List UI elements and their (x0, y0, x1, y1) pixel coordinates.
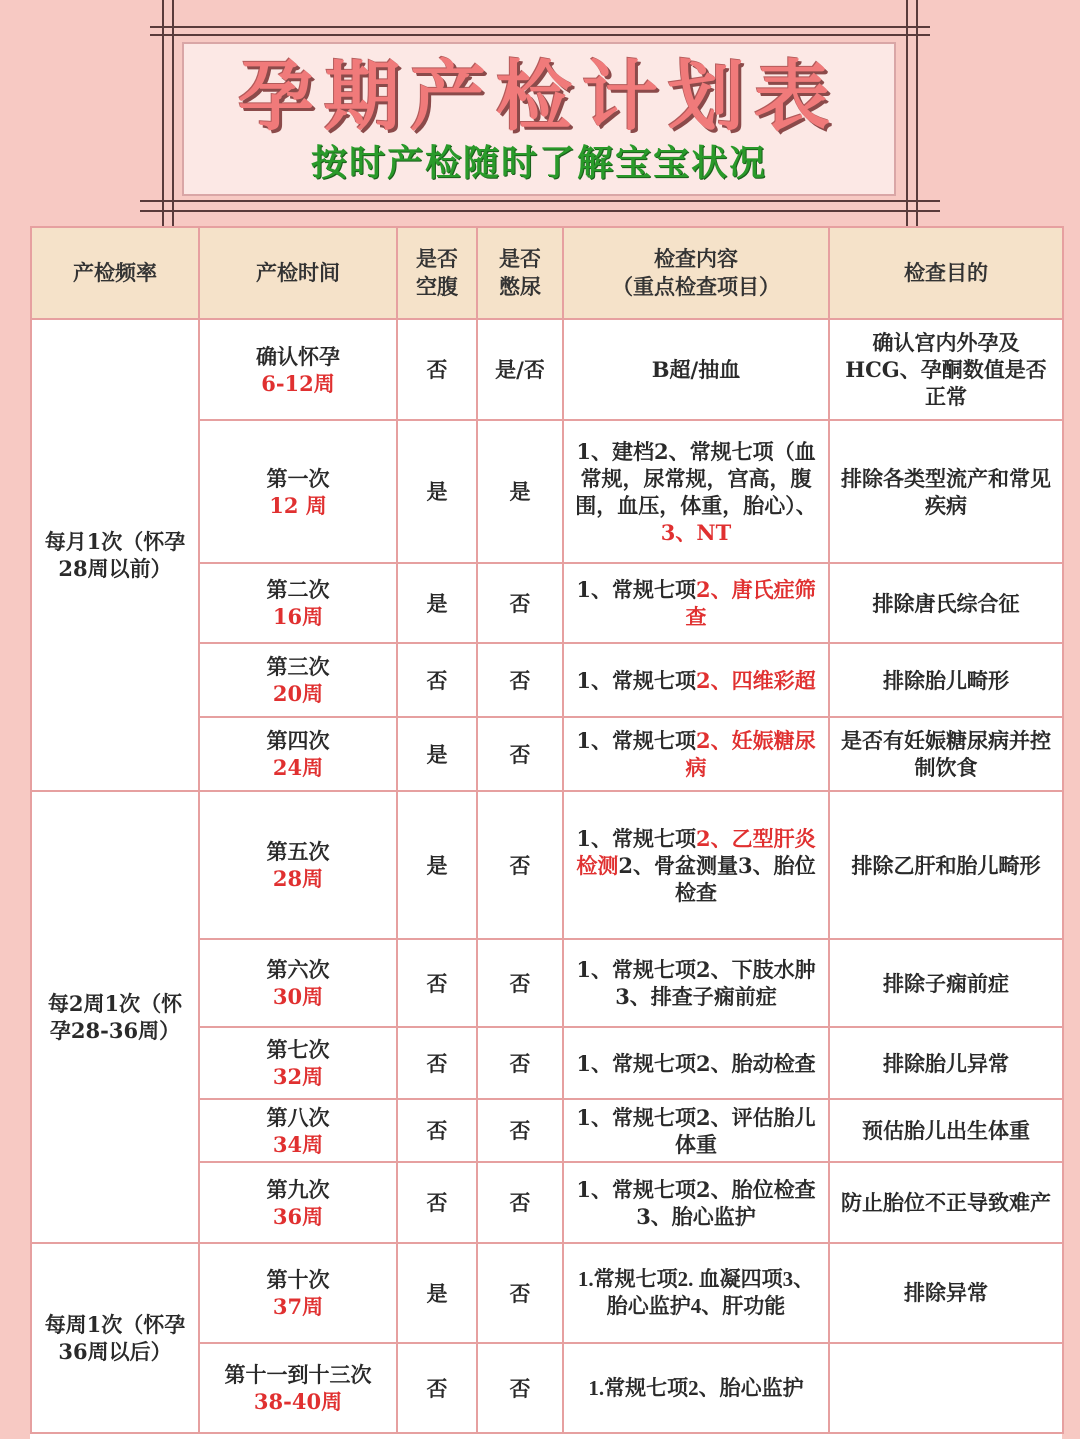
time-cell (199, 1027, 397, 1099)
content-cell (563, 319, 829, 420)
purpose-cell: 排除异常 (829, 1243, 1063, 1343)
header-fasting-line1: 是否 (416, 246, 458, 271)
purpose-cell: 排除各类型流产和常见疾病 (829, 420, 1063, 563)
content-cell (563, 1243, 829, 1343)
bladder-cell: 否 (477, 791, 563, 939)
purpose-cell: 预估胎儿出生体重 (829, 1099, 1063, 1162)
content-cell (563, 939, 829, 1027)
table-row (31, 791, 1063, 939)
header-bladder-line2: 憋尿 (499, 274, 541, 299)
header-bladder (477, 227, 563, 319)
bladder-cell: 否 (477, 1027, 563, 1099)
visit-week: 32周 (272, 1064, 324, 1089)
bladder-cell: 是 (477, 420, 563, 563)
fasting-cell: 是 (397, 791, 477, 939)
content-text-tail: 2、骨盆测量3、胎位检查 (618, 852, 816, 905)
checkup-table-container (30, 226, 1062, 1439)
time-cell (199, 420, 397, 563)
content-text: 1、常规七项 (576, 728, 696, 753)
content-text: 1、常规七项 (576, 825, 696, 851)
content-highlight: 2、妊娠糖尿病 (685, 728, 816, 780)
visit-label: 第十一到十三次 (224, 1362, 372, 1387)
content-cell (563, 1099, 829, 1162)
frame-line (150, 26, 930, 28)
content-text: 1、建档2、常规七项（血常规，尿常规，宫高，腹围，血压，体重，胎心）、 (575, 438, 817, 518)
content-highlight: 2、四维彩超 (696, 667, 816, 693)
content-cell (563, 1027, 829, 1099)
visit-week: 24周 (272, 755, 324, 780)
frequency-label: 每2周1次（怀孕28-36周） (47, 991, 183, 1043)
visit-label: 第八次 (266, 1104, 330, 1130)
frame-line (150, 34, 930, 36)
header-content-line2: （重点检查项目） (612, 274, 780, 299)
table-header-row (31, 227, 1063, 319)
time-cell (199, 1243, 397, 1343)
fasting-cell: 否 (397, 1343, 477, 1433)
bladder-cell: 否 (477, 1099, 563, 1162)
visit-label: 第一次 (266, 465, 330, 491)
fasting-cell: 是 (397, 717, 477, 791)
purpose-cell: 排除唐氏综合征 (829, 563, 1063, 643)
table-row (31, 319, 1063, 420)
visit-label: 第七次 (266, 1037, 330, 1062)
visit-label: 第五次 (266, 839, 330, 864)
content-highlight: 2、唐氏症筛查 (685, 577, 816, 629)
purpose-cell: 防止胎位不正导致难产 (829, 1162, 1063, 1243)
time-cell (199, 1099, 397, 1162)
content-text: 1、常规七项2、下肢水肿3、排查子痫前症 (576, 957, 816, 1009)
bladder-cell: 是/否 (477, 319, 563, 420)
header-bladder-line1: 是否 (499, 246, 541, 271)
content-highlight: 2、乙型肝炎检测 (576, 825, 816, 878)
visit-label: 第九次 (266, 1176, 330, 1202)
purpose-cell (829, 1343, 1063, 1433)
purpose-cell: 排除胎儿畸形 (829, 643, 1063, 717)
visit-week: 28周 (272, 866, 324, 891)
bladder-cell: 否 (477, 563, 563, 643)
header-purpose: 检查目的 (829, 227, 1063, 319)
time-cell (199, 791, 397, 939)
content-text: B超/抽血 (651, 357, 741, 382)
content-cell (563, 1162, 829, 1243)
purpose-cell: 排除乙肝和胎儿畸形 (829, 791, 1063, 939)
content-cell (563, 791, 829, 939)
time-cell (199, 319, 397, 420)
fasting-cell: 是 (397, 1243, 477, 1343)
fasting-cell: 否 (397, 643, 477, 717)
visit-label: 第二次 (266, 577, 330, 602)
visit-week: 36周 (272, 1203, 324, 1229)
visit-label: 第三次 (266, 654, 330, 679)
time-cell (199, 1343, 397, 1433)
frame-line (140, 210, 940, 212)
frequency-label: 每月1次（怀孕28周以前） (44, 529, 186, 581)
bladder-cell: 否 (477, 1343, 563, 1433)
content-cell (563, 1343, 829, 1433)
frequency-cell (31, 1243, 199, 1433)
visit-week: 16周 (272, 604, 324, 629)
frame-line (172, 0, 174, 230)
content-cell (563, 717, 829, 791)
content-text: 1、常规七项 (576, 667, 696, 693)
visit-week: 20周 (272, 681, 324, 706)
bladder-cell: 否 (477, 939, 563, 1027)
content-highlight: 3、NT (660, 519, 732, 545)
frame-line (906, 0, 908, 230)
fasting-cell: 是 (397, 563, 477, 643)
visit-week: 38-40周 (253, 1389, 343, 1414)
visit-week: 6-12周 (261, 370, 335, 396)
page-title: 孕期产检计划表 (238, 52, 840, 141)
visit-week: 12 周 (269, 492, 327, 518)
content-text: 1.常规七项2. 血凝四项3、胎心监护4、肝功能 (577, 1267, 815, 1318)
page-subtitle: 按时产检随时了解宝宝状况 (310, 143, 767, 184)
visit-label: 确认怀孕 (256, 343, 340, 369)
header-frequency: 产检频率 (31, 227, 199, 319)
fasting-cell: 否 (397, 1027, 477, 1099)
content-cell (563, 563, 829, 643)
purpose-cell: 排除子痫前症 (829, 939, 1063, 1027)
header-time: 产检时间 (199, 227, 397, 319)
frame-line (140, 200, 940, 202)
content-cell (563, 643, 829, 717)
bladder-cell: 否 (477, 1162, 563, 1243)
header-fasting-line2: 空腹 (416, 274, 458, 299)
time-cell (199, 643, 397, 717)
frequency-cell (31, 319, 199, 791)
content-text: 1.常规七项2、胎心监护 (588, 1375, 804, 1400)
time-cell (199, 563, 397, 643)
content-text: 1、常规七项2、胎位检查3、胎心监护 (576, 1176, 816, 1229)
fasting-cell: 否 (397, 1099, 477, 1162)
header-fasting (397, 227, 477, 319)
visit-week: 37周 (272, 1294, 324, 1319)
fasting-cell: 否 (397, 1162, 477, 1243)
time-cell (199, 717, 397, 791)
content-text: 1、常规七项2、评估胎儿体重 (576, 1104, 816, 1157)
header-content (563, 227, 829, 319)
bladder-cell: 否 (477, 643, 563, 717)
fasting-cell: 是 (397, 420, 477, 563)
content-cell (563, 420, 829, 563)
bladder-cell: 否 (477, 1243, 563, 1343)
time-cell (199, 1162, 397, 1243)
visit-week: 30周 (272, 984, 324, 1009)
frequency-label: 每周1次（怀孕36周以后） (44, 1312, 186, 1364)
checkup-table (30, 226, 1064, 1434)
time-cell (199, 939, 397, 1027)
visit-label: 第六次 (266, 957, 330, 982)
frequency-cell (31, 791, 199, 1243)
bladder-cell: 否 (477, 717, 563, 791)
purpose-cell: 是否有妊娠糖尿病并控制饮食 (829, 717, 1063, 791)
purpose-cell: 确认宫内外孕及HCG、孕酮数值是否正常 (829, 319, 1063, 420)
table-row (31, 1243, 1063, 1343)
content-text: 1、常规七项 (576, 577, 696, 602)
visit-label: 第十次 (266, 1267, 330, 1292)
frame-line (162, 0, 164, 230)
content-text: 1、常规七项2、胎动检查 (576, 1050, 816, 1076)
purpose-cell: 排除胎儿异常 (829, 1027, 1063, 1099)
frame-line (916, 0, 918, 230)
visit-label: 第四次 (266, 728, 330, 753)
fasting-cell: 否 (397, 319, 477, 420)
header-content-line1: 检查内容 (654, 246, 738, 271)
visit-week: 34周 (272, 1131, 324, 1157)
fasting-cell: 否 (397, 939, 477, 1027)
